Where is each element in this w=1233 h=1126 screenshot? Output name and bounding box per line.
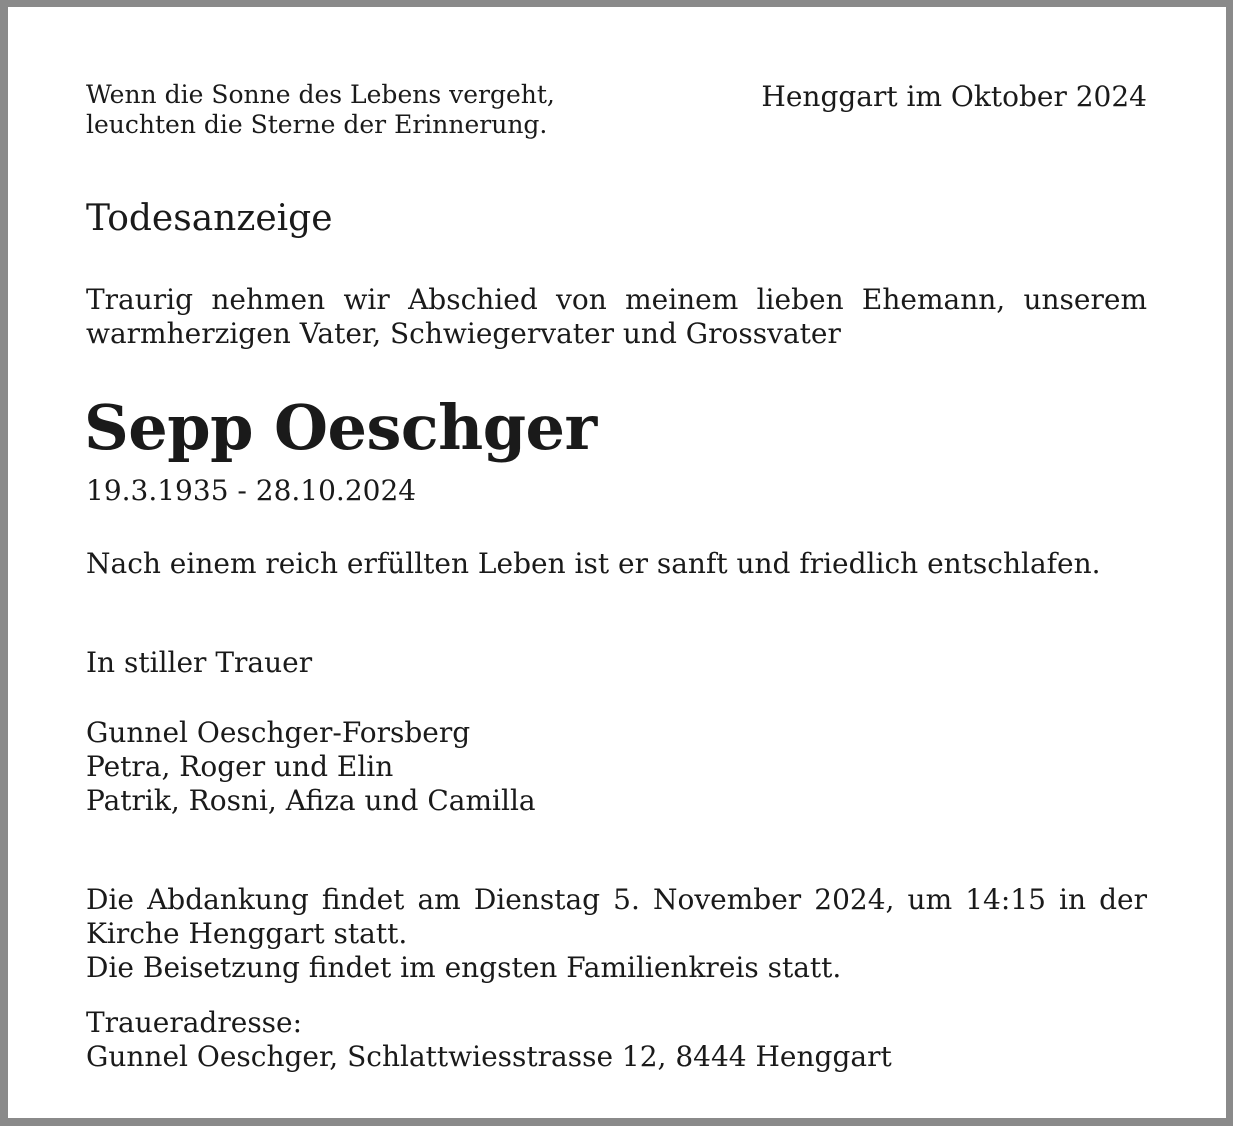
intro-line-1: Traurig nehmen wir Abschied von meinem lieben Ehemann, unserem: [86, 283, 1147, 316]
ceremony-line-3: Die Beisetzung findet im engsten Familienkreis statt.: [86, 951, 842, 984]
mourning-line: In stiller Trauer: [86, 646, 313, 679]
motto-line-1: Wenn die Sonne des Lebens vergeht,: [86, 80, 555, 109]
mourners-list: [86, 716, 536, 818]
motto-line-2: leuchten die Sterne der Erinnerung.: [86, 110, 548, 139]
mourner-item: Gunnel Oeschger-Forsberg: [86, 716, 471, 749]
notice-heading: Todesanzeige: [86, 198, 333, 239]
intro-text: [86, 283, 1147, 351]
deceased-name: Sepp Oeschger: [84, 391, 597, 464]
mourner-item: Petra, Roger und Elin: [86, 750, 394, 783]
intro-line-2: warmherzigen Vater, Schwiegervater und Grossvater: [86, 317, 841, 350]
life-dates: 19.3.1935 - 28.10.2024: [86, 474, 417, 507]
address-value: Gunnel Oeschger, Schlattwiesstrasse 12, 8444 Henggart: [86, 1040, 892, 1073]
ceremony-line-1: Die Abdankung findet am Dienstag 5. November 2024, um 14:15 in der: [86, 883, 1147, 916]
mourning-address: [86, 1006, 892, 1074]
peace-statement: Nach einem reich erfüllten Leben ist er sanft und friedlich entschlafen.: [86, 547, 1101, 580]
motto-quote: [86, 80, 555, 140]
place-date: Henggart im Oktober 2024: [761, 80, 1147, 113]
mourner-item: Patrik, Rosni, Afiza und Camilla: [86, 784, 536, 817]
ceremony-line-2: Kirche Henggart statt.: [86, 917, 408, 950]
ceremony-info: [86, 883, 1147, 985]
address-label: Traueradresse:: [86, 1006, 303, 1039]
